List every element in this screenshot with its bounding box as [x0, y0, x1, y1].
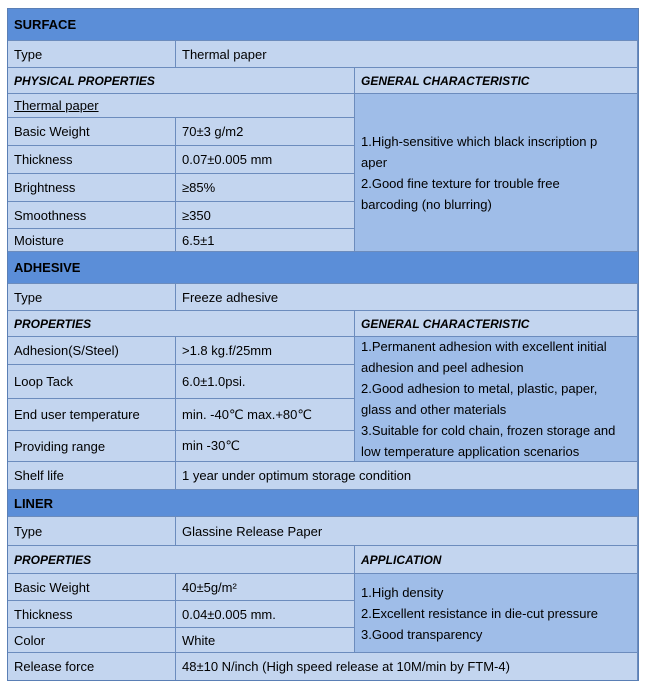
section-surface-title: SURFACE [8, 9, 638, 41]
liner-row-label: Thickness [8, 601, 176, 628]
surface-row-label: Basic Weight [8, 118, 176, 146]
characteristic-line: 1.High-sensitive which black inscription p [361, 133, 598, 149]
adhesive-row-value: >1.8 kg.f/25mm [176, 337, 355, 365]
surface-characteristics [355, 94, 638, 252]
surface-row-label: Brightness [8, 174, 176, 202]
liner-applications [355, 574, 638, 653]
surface-row-label: Smoothness [8, 202, 176, 229]
characteristic-line: adhesion and peel adhesion [361, 360, 524, 375]
shelf-life-value: 1 year under optimum storage condition [176, 462, 638, 490]
adhesive-row-label: Providing range [8, 431, 176, 462]
liner-row-value: 0.04±0.005 mm. [176, 601, 355, 628]
adhesive-type-value: Freeze adhesive [176, 284, 638, 311]
surface-general-characteristic-header: GENERAL CHARACTERISTIC [355, 68, 638, 94]
surface-row-label: Thickness [8, 146, 176, 174]
surface-type-value: Thermal paper [176, 41, 638, 68]
surface-subheading: Thermal paper [8, 94, 355, 118]
spec-table [7, 8, 639, 681]
adhesive-row-label: End user temperature [8, 399, 176, 431]
liner-row-label: Basic Weight [8, 574, 176, 601]
characteristic-line: 3.Suitable for cold chain, frozen storage and [361, 423, 616, 438]
shelf-life-label: Shelf life [8, 462, 176, 490]
surface-row-value: 70±3 g/m2 [176, 118, 355, 146]
surface-row-value: 0.07±0.005 mm [176, 146, 355, 174]
liner-row-value: White [176, 628, 355, 653]
adhesive-row-value: min. -40℃ max.+80℃ [176, 399, 355, 431]
characteristic-line: 1.Permanent adhesion with excellent initial [361, 339, 607, 354]
adhesive-row-value: min -30℃ [176, 431, 355, 462]
liner-properties-header: PROPERTIES [8, 546, 355, 574]
surface-physical-properties-header: PHYSICAL PROPERTIES [8, 68, 355, 94]
application-line: 3.Good transparency [361, 626, 483, 642]
liner-application-header: APPLICATION [355, 546, 638, 574]
liner-type-label: Type [8, 517, 176, 546]
adhesive-type-label: Type [8, 284, 176, 311]
surface-row-label: Moisture [8, 229, 176, 252]
application-line: 1.High density [361, 584, 444, 600]
section-adhesive-title: ADHESIVE [8, 252, 638, 284]
characteristic-line: aper [361, 154, 388, 170]
characteristic-line: barcoding (no blurring) [361, 196, 492, 212]
liner-type-value: Glassine Release Paper [176, 517, 638, 546]
surface-type-label: Type [8, 41, 176, 68]
liner-row-label: Color [8, 628, 176, 653]
characteristic-line: 2.Good fine texture for trouble free [361, 175, 560, 191]
release-force-value: 48±10 N/inch (High speed release at 10M/min by FTM-4) [176, 653, 638, 680]
characteristic-line: low temperature application scenarios [361, 444, 580, 459]
adhesive-characteristics [355, 337, 638, 462]
surface-row-value: ≥85% [176, 174, 355, 202]
adhesive-general-characteristic-header: GENERAL CHARACTERISTIC [355, 311, 638, 337]
adhesive-properties-header: PROPERTIES [8, 311, 355, 337]
surface-row-value: ≥350 [176, 202, 355, 229]
characteristic-line: glass and other materials [361, 402, 507, 417]
liner-row-value: 40±5g/m² [176, 574, 355, 601]
release-force-label: Release force [8, 653, 176, 680]
adhesive-row-label: Adhesion(S/Steel) [8, 337, 176, 365]
characteristic-line: 2.Good adhesion to metal, plastic, paper, [361, 381, 598, 396]
section-liner-title: LINER [8, 490, 638, 517]
adhesive-row-label: Loop Tack [8, 365, 176, 399]
application-line: 2.Excellent resistance in die-cut pressure [361, 605, 599, 621]
adhesive-row-value: 6.0±1.0psi. [176, 365, 355, 399]
surface-row-value: 6.5±1 [176, 229, 355, 252]
